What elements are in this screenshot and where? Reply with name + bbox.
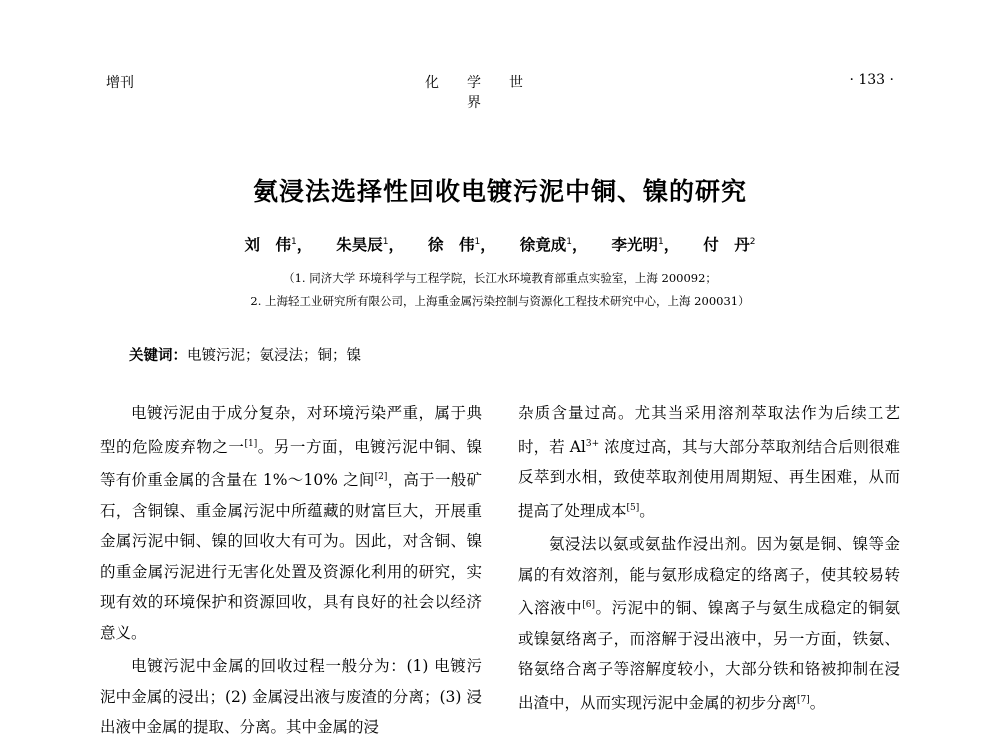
author-separator: ，: [663, 236, 680, 254]
page-number: · 133 ·: [849, 72, 894, 88]
author-affiliation-mark: 1: [474, 236, 481, 247]
author-list: [0, 233, 1000, 255]
paper-title: 氨浸法选择性回收电镀污泥中铜、镍的研究: [252, 177, 747, 206]
body-column-right: [518, 398, 900, 719]
author-name: [428, 236, 496, 254]
author-name-text: 徐竟成: [519, 236, 567, 254]
author-affiliation-mark: 2: [749, 236, 756, 247]
citation-superscript: 3+: [585, 438, 600, 449]
body-text: 电镀污泥由于成分复杂，对环境污染严重，属于典型的危险废弃物之一: [100, 404, 482, 456]
body-text: ，高于一般矿石，含铜镍、重金属污泥中所蕴藏的财富巨大，开展重金属污泥中铜、镍的回收大有可为。因此，对含铜、镍的重金属污泥进行无害化处置及资源化利用的研究，实现有效的环境保护和资源回收，具有良好的社会以经济意义。: [100, 471, 482, 642]
author-name-text: 徐 伟: [427, 236, 475, 254]
keywords-text: 电镀污泥；氨浸法；铜；镍: [187, 348, 361, 364]
citation-superscript: [1]: [244, 438, 258, 449]
author-separator: ，: [388, 236, 404, 254]
body-text: 电镀污泥中金属的回收过程一般分为：(1) 电镀污泥中金属的浸出；(2) 金属浸出液与废渣的分离；(3) 浸出液中金属的提取、分离。其中金属的浸: [100, 657, 482, 737]
body-paragraph: [100, 651, 482, 743]
author-name-text: 朱昊辰: [336, 236, 383, 254]
author-name: [703, 236, 755, 254]
author-name: [612, 236, 680, 254]
body-text: 杂质含量过高。尤其当采用溶剂萃取法作为后续工艺时，若 Al: [518, 404, 900, 456]
affiliation-2: 2. 上海轻工业研究所有限公司，上海重金属污染控制与资源化工程技术研究中心，上海 200031）: [250, 294, 750, 308]
author-affiliation-mark: 1: [290, 236, 297, 247]
author-separator: ，: [480, 236, 496, 254]
affiliation-1: （1. 同济大学 环境科学与工程学院，长江水环境教育部重点实验室，上海 200092；: [283, 271, 717, 285]
author-name-text: 李光明: [611, 236, 659, 254]
author-affiliation-mark: 1: [566, 236, 572, 247]
keywords-label: 关键词：: [129, 348, 187, 364]
journal-name: 化学世界: [425, 75, 551, 111]
body-text: 。另一方面，电镀污泥中铜、镍等有价重金属的含量在 1%～10% 之间: [100, 437, 482, 490]
author-separator: ，: [572, 236, 588, 254]
body-paragraph: [518, 398, 900, 526]
author-affiliation-mark: 1: [382, 236, 389, 247]
author-name-text: 付 丹: [703, 236, 750, 254]
keywords: [129, 344, 361, 365]
body-text: 。: [809, 694, 826, 713]
citation-superscript: [2]: [374, 472, 388, 483]
body-text: 浓度过高，其与大部分萃取剂结合后则很难反萃到水相，致使萃取剂使用周期短、再生困难，从而提高了处理成本: [518, 437, 900, 520]
body-paragraph: [518, 529, 900, 718]
author-name: [520, 236, 588, 254]
body-text: 。污泥中的铜、镍离子与氨生成稳定的铜氨或镍氨络离子，而溶解于浸出液中，另一方面，铁氨、铬氨络合离子等溶解度较小，大部分铁和铬被抑制在浸出渣中，从而实现污泥中金属的初步分离: [518, 599, 900, 713]
citation-superscript: [7]: [797, 694, 810, 705]
citation-superscript: [6]: [582, 600, 595, 611]
author-separator: ，: [296, 236, 313, 254]
body-text: 。: [639, 501, 655, 520]
author-name: [336, 236, 404, 254]
body-paragraph: [100, 398, 482, 648]
author-name-text: 刘 伟: [244, 236, 291, 254]
author-name: [244, 236, 312, 254]
journal-issue-label: 增刊: [106, 75, 134, 91]
author-affiliation-mark: 1: [658, 236, 664, 247]
body-column-left: [100, 398, 482, 743]
body-text: 氨浸法以氨或氨盐作浸出剂。因为氨是铜、镍等金属的有效溶剂，能与氨形成稳定的络离子，使其较易转入溶液中: [518, 535, 900, 618]
citation-superscript: [5]: [626, 502, 640, 513]
